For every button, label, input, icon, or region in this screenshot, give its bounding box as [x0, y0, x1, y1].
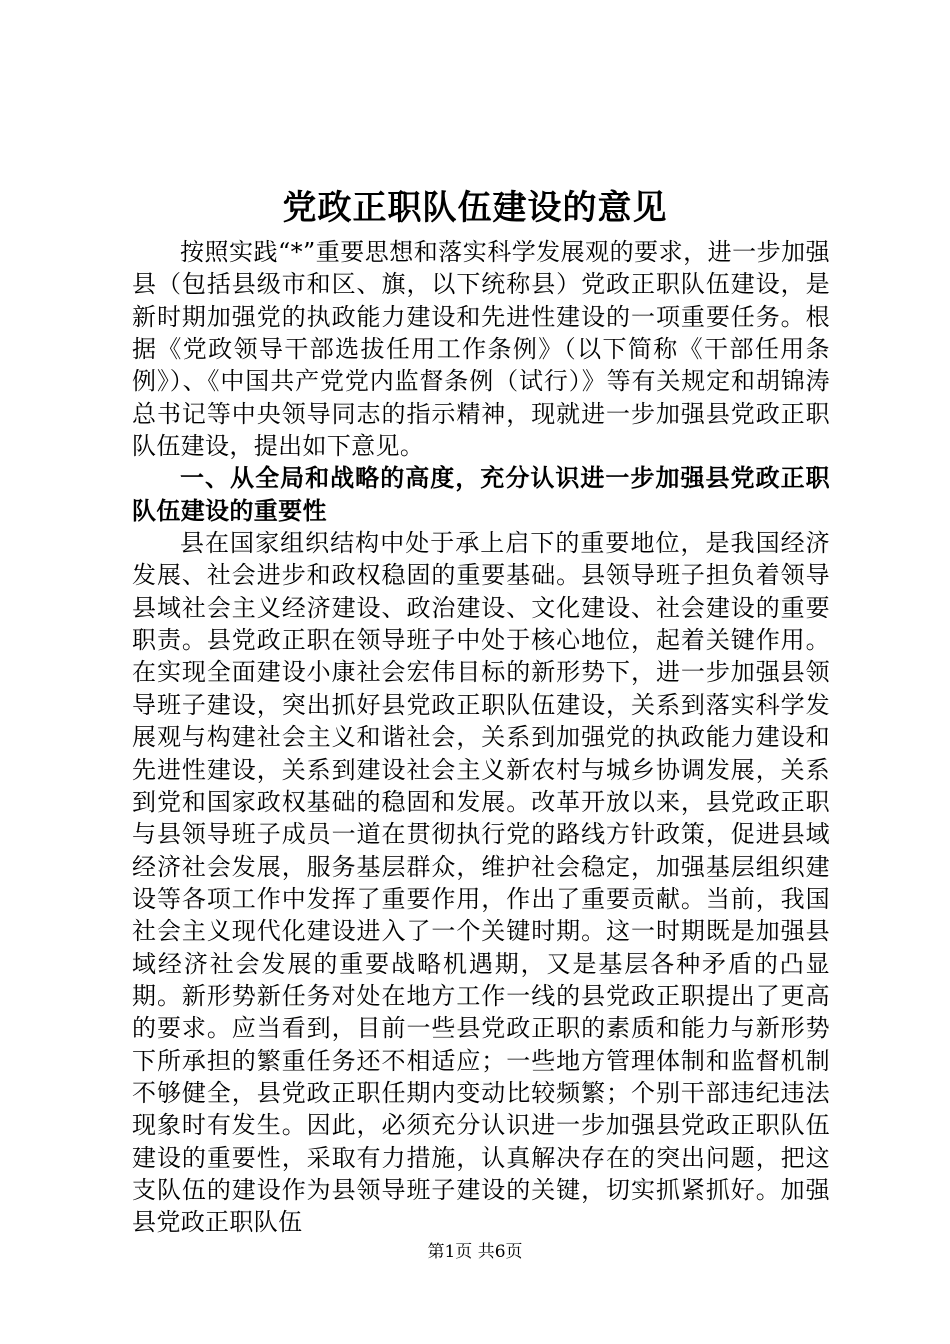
section-heading-1: 一、从全局和战略的高度，充分认识进一步加强县党政正职队伍建设的重要性 — [132, 463, 830, 525]
section-1-paragraph: 县在国家组织结构中处于承上启下的重要地位，是我国经济发展、社会进步和政权稳固的重要基础。县领导班子担负着领导县域社会主义经济建设、政治建设、文化建设、社会建设的重要职责。县党政正职在领导班子中处于核心地位，起着关键作用。在实现全面建设小康社会宏伟目标的新形势下，进一步加强县领导班子建设，突出抓好县党政正职队伍建设，关系到落实科学发展观与构建社会主义和谐社会，关系到加强党的执政能力建设和先进性建设，关系到建设社会主义新农村与城乡协调发展，关系到党和国家政权基础的稳固和发展。改革开放以来，县党政正职与县领导班子成员一道在贯彻执行党的路线方针政策，促进县域经济社会发展，服务基层群众，维护社会稳定，加强基层组织建设等各项工作中发挥了重要作用，作出了重要贡献。当前，我国社会主义现代化建设进入了一个关键时期。这一时期既是加强县域经济社会发展的重要战略机遇期，又是基层各种矛盾的凸显期。新形势新任务对处在地方工作一线的县党政正职提出了更高的要求。应当看到，目前一些县党政正职的素质和能力与新形势下所承担的繁重任务还不相适应；一些地方管理体制和监督机制不够健全，县党政正职任期内变动比较频繁；个别干部违纪违法现象时有发生。因此，必须充分认识进一步加强县党政正职队伍建设的重要性，采取有力措施，认真解决存在的突出问题，把这支队伍的建设作为县领导班子建设的关键，切实抓紧抓好。加强县党政正职队伍 — [132, 529, 830, 1237]
page-number-footer: 第1页 共6页 — [427, 1242, 523, 1262]
document-title: 党政正职队伍建设的意见 — [282, 188, 668, 228]
intro-paragraph: 按照实践“*”重要思想和落实科学发展观的要求，进一步加强县（包括县级市和区、旗，以下统称县）党政正职队伍建设，是新时期加强党的执政能力建设和先进性建设的一项重要任务。根据《党政领导干部选拔任用工作条例》（以下简称《干部任用条例》）、《中国共产党党内监督条例（试行）》等有关规定和胡锦涛总书记等中央领导同志的指示精神，现就进一步加强县党政正职队伍建设，提出如下意见。 — [132, 238, 830, 461]
document-body — [132, 236, 830, 1239]
